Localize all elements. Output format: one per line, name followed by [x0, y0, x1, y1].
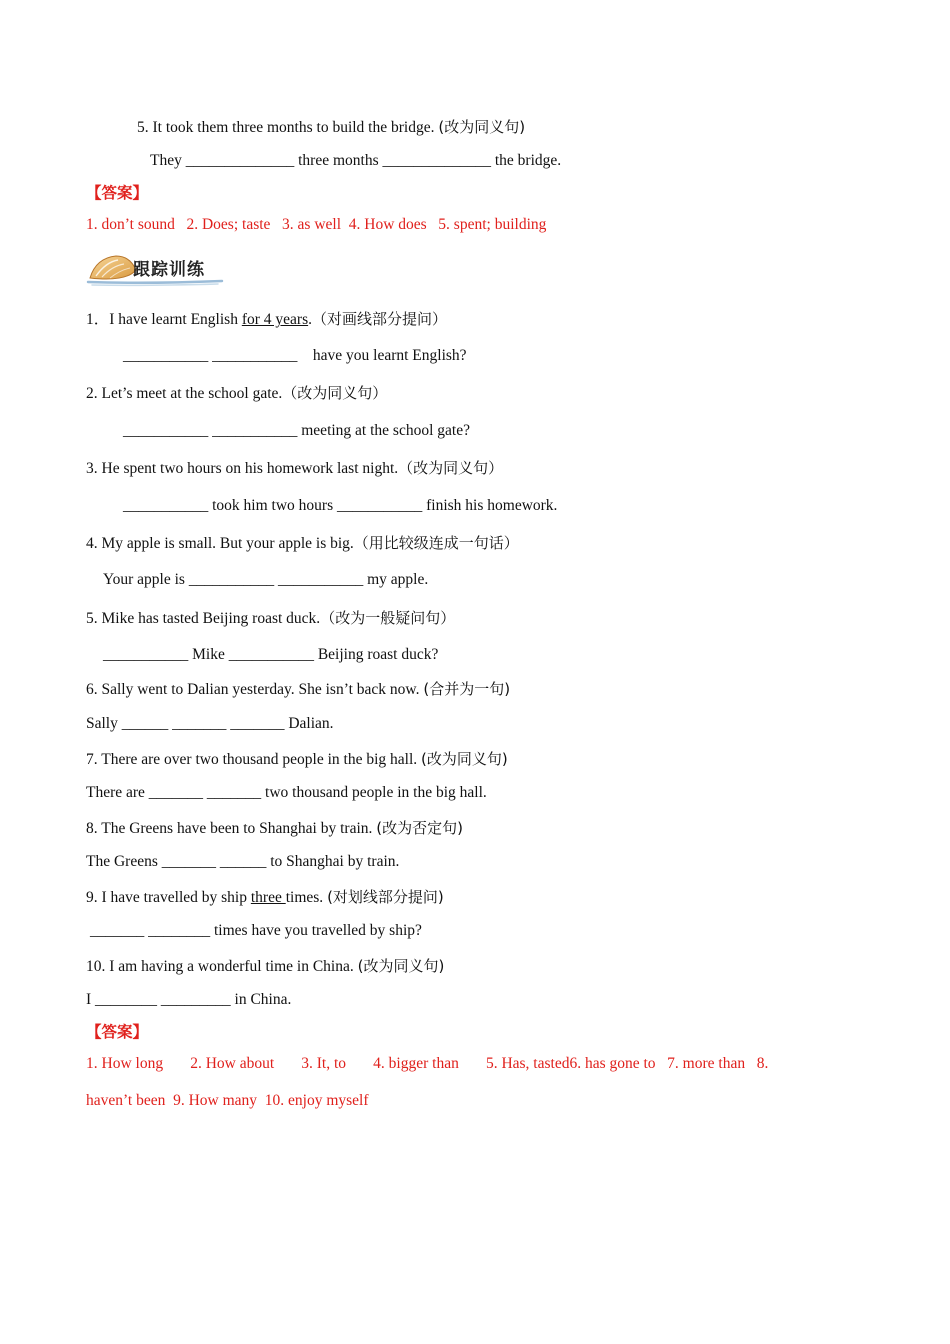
answer-line-1: ___________ ___________ have you learnt English?	[123, 347, 467, 364]
instruction-text: （对画线部分提问）	[311, 310, 447, 328]
section-banner	[86, 248, 226, 288]
instruction-text: （改为一般疑问句）	[320, 609, 456, 627]
underlined-phrase: three	[250, 889, 286, 906]
question-8: 8. The Greens have been to Shanghai by train. (改为否定句)	[86, 819, 463, 837]
instruction-text: (改为否定句)	[376, 819, 463, 837]
answers-block-2-line-1: 1. How long 2. How about 3. It, to 4. bigger than 5. Has, tasted6. has gone to 7. more than 8.	[86, 1055, 769, 1072]
answer-line-6: Sally ______ _______ _______ Dalian.	[86, 715, 334, 732]
section-title: 跟踪训练	[133, 260, 205, 280]
underlined-phrase: for 4 years	[241, 311, 309, 328]
instruction-text: (改为同义句)	[421, 750, 508, 768]
answer-line-9: _______ ________ times have you travelled by ship?	[90, 922, 422, 939]
question-3: 3. He spent two hours on his homework last night.（改为同义句）	[86, 459, 504, 477]
answer-line-8: The Greens _______ ______ to Shanghai by train.	[86, 853, 400, 870]
instruction-text: (改为同义句)	[438, 118, 526, 136]
question-7: 7. There are over two thousand people in the big hall. (改为同义句)	[86, 750, 508, 768]
question-text: 5. It took them three months to build the bridge.	[137, 119, 439, 136]
instruction-text: (合并为一句)	[423, 680, 511, 698]
question-5-top	[137, 117, 525, 138]
instruction-text: (改为同义句)	[357, 957, 445, 975]
instruction-text: （改为同义句）	[398, 459, 504, 477]
instruction-text: (对划线部分提问)	[327, 888, 444, 906]
answer-line-5: ___________ Mike ___________ Beijing roast duck?	[103, 646, 439, 663]
question-4: 4. My apple is small. But your apple is big.（用比较级连成一句话）	[86, 534, 519, 552]
answer-label-2: 【答案】	[86, 1023, 149, 1041]
answer-line-3: ___________ took him two hours ___________ finish his homework.	[123, 497, 558, 514]
answer-line-2: ___________ ___________ meeting at the school gate?	[123, 422, 470, 439]
answers-block-1: 1. don’t sound 2. Does; taste 3. as well 4. How does 5. spent; building	[86, 216, 547, 233]
answer-line-4: Your apple is ___________ ___________ my apple.	[103, 571, 429, 588]
question-6: 6. Sally went to Dalian yesterday. She isn’t back now. (合并为一句)	[86, 680, 511, 698]
answer-label: 【答案】	[86, 184, 149, 202]
question-10: 10. I am having a wonderful time in China. (改为同义句)	[86, 957, 445, 975]
question-1: 1．I have learnt English for 4 years.（对画线部分提问）	[86, 310, 447, 328]
question-2: 2. Let’s meet at the school gate.（改为同义句）	[86, 384, 388, 402]
instruction-text: （改为同义句）	[282, 384, 388, 402]
answer-line-top: They ______________ three months ______________ the bridge.	[150, 152, 562, 169]
question-5: 5. Mike has tasted Beijing roast duck.（改为一般疑问句）	[86, 609, 456, 627]
answers-block-2-line-2: haven’t been 9. How many 10. enjoy myself	[86, 1092, 369, 1109]
instruction-text: （用比较级连成一句话）	[353, 534, 519, 552]
answer-line-10: I ________ _________ in China.	[86, 991, 292, 1008]
question-9: 9. I have travelled by ship three times. (对划线部分提问)	[86, 888, 444, 906]
answer-line-7: There are _______ _______ two thousand people in the big hall.	[86, 784, 487, 801]
